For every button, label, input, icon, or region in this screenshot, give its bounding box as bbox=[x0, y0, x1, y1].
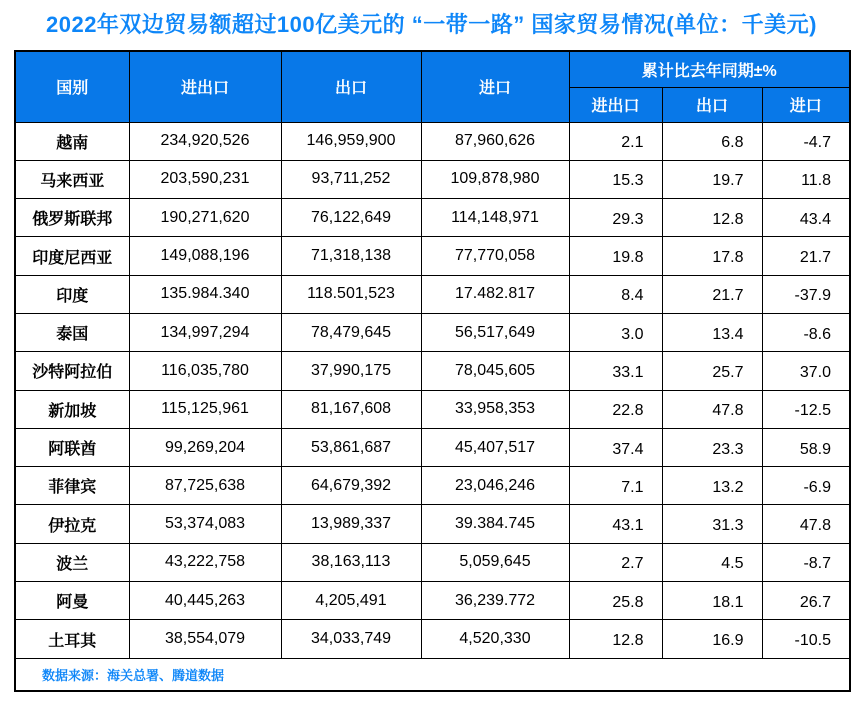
total-trade-cell: 115,125,961 bbox=[129, 390, 281, 428]
export-cell: 64,679,392 bbox=[281, 467, 421, 505]
import-cell: 17.482.817 bbox=[421, 275, 569, 313]
table-row bbox=[15, 237, 850, 275]
yoy-import-cell: -37.9 bbox=[762, 275, 850, 313]
yoy-total-cell: 2.7 bbox=[569, 543, 662, 581]
export-cell: 71,318,138 bbox=[281, 237, 421, 275]
yoy-total-cell: 7.1 bbox=[569, 467, 662, 505]
country-cell: 沙特阿拉伯 bbox=[15, 352, 129, 390]
export-cell: 93,711,252 bbox=[281, 160, 421, 198]
total-trade-cell: 149,088,196 bbox=[129, 237, 281, 275]
header-country: 国别 bbox=[15, 51, 129, 122]
total-trade-cell: 116,035,780 bbox=[129, 352, 281, 390]
total-trade-cell: 87,725,638 bbox=[129, 467, 281, 505]
import-cell: 5,059,645 bbox=[421, 543, 569, 581]
import-cell: 39.384.745 bbox=[421, 505, 569, 543]
total-trade-cell: 38,554,079 bbox=[129, 620, 281, 658]
import-cell: 77,770,058 bbox=[421, 237, 569, 275]
table-row bbox=[15, 160, 850, 198]
yoy-export-cell: 16.9 bbox=[662, 620, 762, 658]
table-row bbox=[15, 505, 850, 543]
yoy-export-cell: 12.8 bbox=[662, 199, 762, 237]
yoy-export-cell: 25.7 bbox=[662, 352, 762, 390]
country-cell: 新加坡 bbox=[15, 390, 129, 428]
export-cell: 37,990,175 bbox=[281, 352, 421, 390]
header-yoy-total-trade: 进出口 bbox=[569, 87, 662, 122]
total-trade-cell: 234,920,526 bbox=[129, 122, 281, 160]
country-cell: 印度 bbox=[15, 275, 129, 313]
header-yoy-export: 出口 bbox=[662, 87, 762, 122]
table-row bbox=[15, 620, 850, 658]
import-cell: 45,407,517 bbox=[421, 428, 569, 466]
yoy-total-cell: 12.8 bbox=[569, 620, 662, 658]
yoy-import-cell: -12.5 bbox=[762, 390, 850, 428]
country-cell: 波兰 bbox=[15, 543, 129, 581]
yoy-export-cell: 47.8 bbox=[662, 390, 762, 428]
header-yoy-group: 累计比去年同期±% bbox=[569, 51, 850, 87]
country-cell: 泰国 bbox=[15, 313, 129, 351]
yoy-import-cell: -8.7 bbox=[762, 543, 850, 581]
import-cell: 23,046,246 bbox=[421, 467, 569, 505]
export-cell: 13,989,337 bbox=[281, 505, 421, 543]
yoy-export-cell: 21.7 bbox=[662, 275, 762, 313]
yoy-import-cell: -4.7 bbox=[762, 122, 850, 160]
yoy-import-cell: -8.6 bbox=[762, 313, 850, 351]
yoy-total-cell: 2.1 bbox=[569, 122, 662, 160]
yoy-total-cell: 15.3 bbox=[569, 160, 662, 198]
yoy-import-cell: 47.8 bbox=[762, 505, 850, 543]
export-cell: 76,122,649 bbox=[281, 199, 421, 237]
export-cell: 78,479,645 bbox=[281, 313, 421, 351]
yoy-total-cell: 29.3 bbox=[569, 199, 662, 237]
yoy-export-cell: 4.5 bbox=[662, 543, 762, 581]
table-row bbox=[15, 390, 850, 428]
total-trade-cell: 43,222,758 bbox=[129, 543, 281, 581]
table-row bbox=[15, 428, 850, 466]
country-cell: 菲律宾 bbox=[15, 467, 129, 505]
header-import: 进口 bbox=[421, 51, 569, 122]
table-row bbox=[15, 199, 850, 237]
yoy-import-cell: 21.7 bbox=[762, 237, 850, 275]
total-trade-cell: 53,374,083 bbox=[129, 505, 281, 543]
trade-table bbox=[14, 50, 851, 692]
yoy-export-cell: 6.8 bbox=[662, 122, 762, 160]
import-cell: 109,878,980 bbox=[421, 160, 569, 198]
table-row bbox=[15, 275, 850, 313]
table-row bbox=[15, 352, 850, 390]
import-cell: 36,239.772 bbox=[421, 582, 569, 620]
table-body bbox=[15, 122, 850, 658]
yoy-total-cell: 22.8 bbox=[569, 390, 662, 428]
yoy-import-cell: 43.4 bbox=[762, 199, 850, 237]
header-yoy-import: 进口 bbox=[762, 87, 850, 122]
table-row bbox=[15, 543, 850, 581]
yoy-total-cell: 19.8 bbox=[569, 237, 662, 275]
page-title: 2022年双边贸易额超过100亿美元的 “一带一路” 国家贸易情况(单位：千美元) bbox=[45, 12, 818, 37]
country-cell: 俄罗斯联邦 bbox=[15, 199, 129, 237]
country-cell: 伊拉克 bbox=[15, 505, 129, 543]
total-trade-cell: 99,269,204 bbox=[129, 428, 281, 466]
yoy-export-cell: 17.8 bbox=[662, 237, 762, 275]
export-cell: 146,959,900 bbox=[281, 122, 421, 160]
yoy-import-cell: 58.9 bbox=[762, 428, 850, 466]
table-row bbox=[15, 122, 850, 160]
table-row bbox=[15, 467, 850, 505]
yoy-export-cell: 31.3 bbox=[662, 505, 762, 543]
export-cell: 4,205,491 bbox=[281, 582, 421, 620]
country-cell: 印度尼西亚 bbox=[15, 237, 129, 275]
export-cell: 53,861,687 bbox=[281, 428, 421, 466]
export-cell: 118.501,523 bbox=[281, 275, 421, 313]
header-export: 出口 bbox=[281, 51, 421, 122]
country-cell: 马来西亚 bbox=[15, 160, 129, 198]
total-trade-cell: 40,445,263 bbox=[129, 582, 281, 620]
table-row bbox=[15, 582, 850, 620]
export-cell: 81,167,608 bbox=[281, 390, 421, 428]
total-trade-cell: 134,997,294 bbox=[129, 313, 281, 351]
yoy-import-cell: 37.0 bbox=[762, 352, 850, 390]
total-trade-cell: 190,271,620 bbox=[129, 199, 281, 237]
yoy-total-cell: 25.8 bbox=[569, 582, 662, 620]
country-cell: 土耳其 bbox=[15, 620, 129, 658]
total-trade-cell: 203,590,231 bbox=[129, 160, 281, 198]
yoy-import-cell: 26.7 bbox=[762, 582, 850, 620]
header-total-trade: 进出口 bbox=[129, 51, 281, 122]
yoy-import-cell: -10.5 bbox=[762, 620, 850, 658]
import-cell: 78,045,605 bbox=[421, 352, 569, 390]
yoy-total-cell: 3.0 bbox=[569, 313, 662, 351]
data-source-note: 数据来源：海关总署、腾道数据 bbox=[15, 658, 850, 691]
import-cell: 4,520,330 bbox=[421, 620, 569, 658]
import-cell: 87,960,626 bbox=[421, 122, 569, 160]
country-cell: 越南 bbox=[15, 122, 129, 160]
yoy-total-cell: 8.4 bbox=[569, 275, 662, 313]
import-cell: 114,148,971 bbox=[421, 199, 569, 237]
import-cell: 33,958,353 bbox=[421, 390, 569, 428]
table-header bbox=[15, 51, 850, 122]
total-trade-cell: 135.984.340 bbox=[129, 275, 281, 313]
yoy-total-cell: 33.1 bbox=[569, 352, 662, 390]
yoy-total-cell: 43.1 bbox=[569, 505, 662, 543]
country-cell: 阿曼 bbox=[15, 582, 129, 620]
yoy-export-cell: 23.3 bbox=[662, 428, 762, 466]
yoy-total-cell: 37.4 bbox=[569, 428, 662, 466]
yoy-import-cell: 11.8 bbox=[762, 160, 850, 198]
yoy-export-cell: 13.4 bbox=[662, 313, 762, 351]
export-cell: 38,163,113 bbox=[281, 543, 421, 581]
export-cell: 34,033,749 bbox=[281, 620, 421, 658]
source-row bbox=[15, 658, 850, 691]
yoy-export-cell: 19.7 bbox=[662, 160, 762, 198]
import-cell: 56,517,649 bbox=[421, 313, 569, 351]
country-cell: 阿联酋 bbox=[15, 428, 129, 466]
yoy-import-cell: -6.9 bbox=[762, 467, 850, 505]
yoy-export-cell: 13.2 bbox=[662, 467, 762, 505]
yoy-export-cell: 18.1 bbox=[662, 582, 762, 620]
table-row bbox=[15, 313, 850, 351]
